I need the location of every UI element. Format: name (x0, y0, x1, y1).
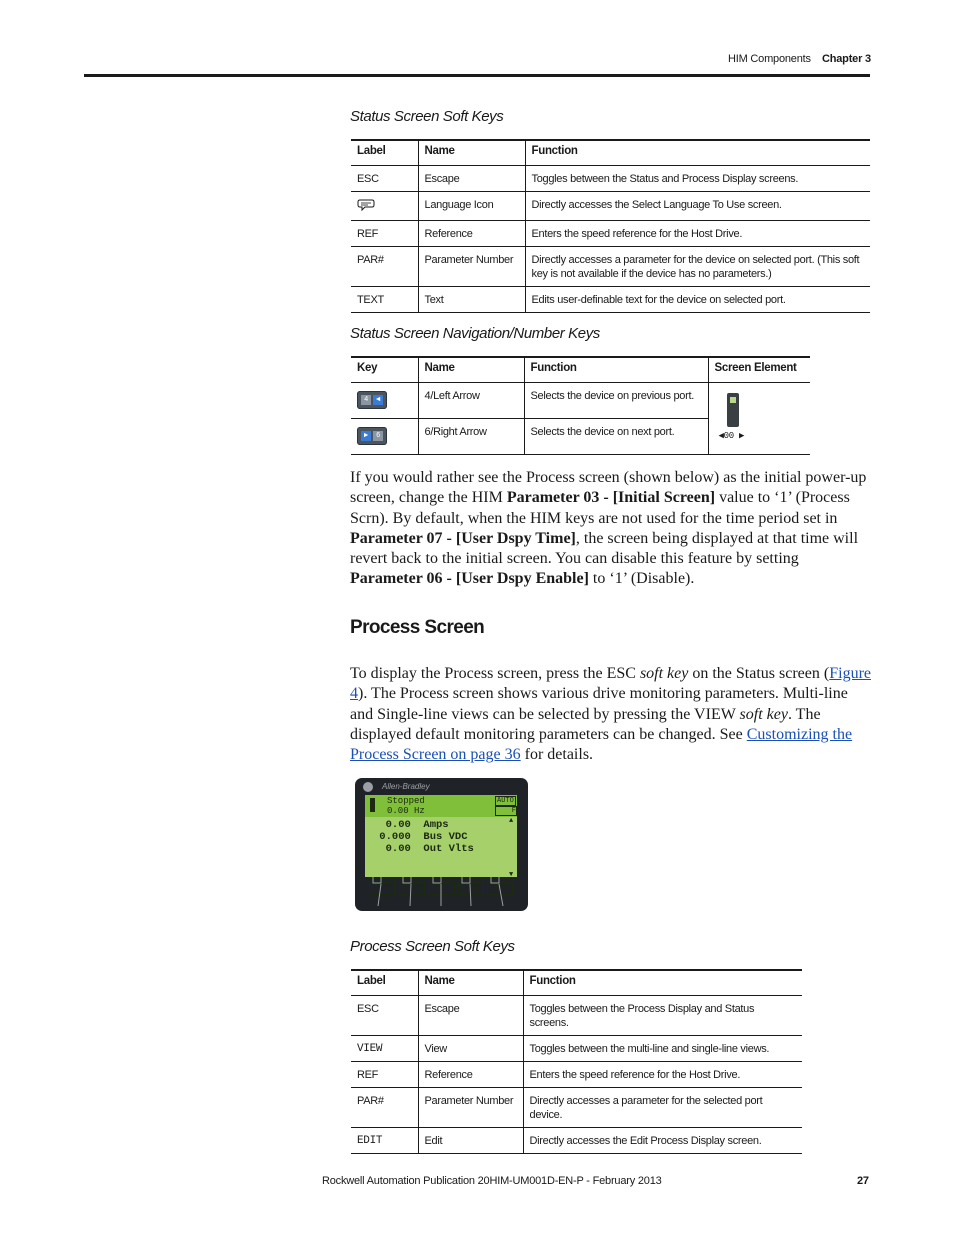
header-rule (84, 74, 870, 77)
process-screen-paragraph: To display the Process screen, press the ESC soft key on the Status screen (Figure 4). The Process screen shows various drive monitoring parameters. Multi-line and Single-line views can be selected by pressing the VIEW soft key. The displayed default monitoring parameters can be changed. See Customizing the Process Screen on page 36 for details. (350, 665, 871, 764)
right-arrow-key-icon: ► 6 (357, 427, 387, 445)
status-nav-keys-table (351, 356, 810, 455)
row-function: Directly accesses the Select Language To Use screen. (525, 192, 870, 221)
table-row (351, 166, 870, 192)
process-line: 0.000 Bus VDC (373, 831, 468, 843)
col-function: Function (523, 970, 802, 996)
table-row (351, 192, 870, 221)
scroll-up-icon: ▲ (509, 817, 514, 825)
brand-label: Allen-Bradley (382, 782, 430, 791)
triangle-left-icon: ◀ (718, 431, 724, 441)
scroll-down-icon: ▼ (509, 871, 514, 879)
lcd-softkey-ref[interactable]: REF (429, 882, 455, 895)
status-soft-keys-table (351, 139, 870, 313)
language-icon (357, 199, 377, 211)
row-name: 4/Left Arrow (418, 383, 524, 419)
frequency-text: 0.00 Hz (387, 806, 425, 816)
table-row (351, 383, 810, 419)
lcd-softkey-esc[interactable]: ESC (369, 882, 395, 895)
row-label: REF (351, 1062, 418, 1088)
status-text: Stopped (387, 796, 425, 806)
mode-indicator: AUTO (497, 797, 514, 805)
table-row (351, 247, 870, 287)
softkey-lines (355, 778, 528, 911)
row-function: Selects the device on previous port. (524, 383, 708, 419)
col-label: Label (351, 970, 418, 996)
lcd-softkey-par[interactable]: PAR# (458, 882, 484, 895)
row-function: Enters the speed reference for the Host Drive. (525, 221, 870, 247)
process-soft-keys-table (351, 969, 802, 1154)
customizing-process-screen-link[interactable]: Customizing the Process Screen on page 36 (350, 725, 853, 764)
col-name: Name (418, 140, 525, 166)
figure-4-link[interactable]: Figure 4 (350, 665, 871, 703)
table-row (351, 1088, 802, 1128)
row-function: Selects the device on next port. (524, 419, 708, 455)
table-caption-nav-keys: Status Screen Navigation/Number Keys (350, 325, 600, 342)
triangle-right-icon: ▶ (738, 431, 745, 441)
table-row (351, 996, 802, 1036)
initial-screen-paragraph: If you would rather see the Process screen (shown below) as the initial power-up screen, change the HIM Parameter 03 - [Initial Screen] value to ‘1’ (Process Scrn). By default, when the HIM keys are not used for the time period set in Parameter 07 - [User Dspy Time], the screen being displayed at that time will revert back to the initial screen. You can disable this feature by setting Parameter 06 - [User Dspy Enable] to ‘1’ (Disable). (350, 469, 867, 588)
row-function: Directly accesses a parameter for the device on selected port. (This soft key is not available if the device has no parameters.) (525, 247, 870, 287)
row-function: Directly accesses a parameter for the selected port device. (523, 1088, 802, 1128)
left-arrow-key-icon: 4 ◄ (357, 391, 387, 409)
header-chapter: Chapter 3 (822, 53, 871, 65)
table-caption-status-soft-keys: Status Screen Soft Keys (350, 108, 504, 125)
table-row (351, 221, 870, 247)
section-title-process-screen: Process Screen (350, 617, 485, 638)
page-number: 27 (857, 1175, 869, 1187)
table-caption-process-soft-keys: Process Screen Soft Keys (350, 938, 515, 955)
row-function: Toggles between the multi-line and single-line views. (523, 1036, 802, 1062)
lcd-softkey-edit[interactable]: EDIT (487, 882, 513, 895)
row-label: VIEW (351, 1036, 418, 1062)
row-label (351, 192, 418, 221)
table-row (351, 1128, 802, 1154)
row-name: Edit (418, 1128, 523, 1154)
row-name: Parameter Number (418, 1088, 523, 1128)
row-function: Edits user-definable text for the device on selected port. (525, 287, 870, 313)
row-label: EDIT (351, 1128, 418, 1154)
row-function: Enters the speed reference for the Host Drive. (523, 1062, 802, 1088)
screen-element (708, 383, 810, 455)
col-function: Function (525, 140, 870, 166)
lcd-softkey-view[interactable]: VIEW (399, 882, 425, 895)
row-function: Toggles between the Process Display and Status screens. (523, 996, 802, 1036)
row-name: Parameter Number (418, 247, 525, 287)
table-row (351, 1062, 802, 1088)
table-row (351, 287, 870, 313)
row-function: Directly accesses the Edit Process Display screen. (523, 1128, 802, 1154)
row-label: REF (351, 221, 418, 247)
table-row (351, 1036, 802, 1062)
process-line: 0.00 Amps (373, 819, 449, 831)
row-name: Language Icon (418, 192, 525, 221)
him-process-screen-image (355, 778, 528, 911)
col-key: Key (351, 357, 418, 383)
col-label: Label (351, 140, 418, 166)
row-name: Escape (418, 996, 523, 1036)
row-name: 6/Right Arrow (418, 419, 524, 455)
device-icon (727, 393, 739, 427)
row-label: PAR# (351, 1088, 418, 1128)
col-name: Name (418, 970, 523, 996)
col-screen-element: Screen Element (708, 357, 810, 383)
row-name: Reference (418, 1062, 523, 1088)
row-name: Text (418, 287, 525, 313)
row-name: View (418, 1036, 523, 1062)
row-label: TEXT (351, 287, 418, 313)
process-line: 0.00 Out Vlts (373, 843, 474, 855)
row-label: ESC (351, 996, 418, 1036)
row-label: PAR# (351, 247, 418, 287)
port-number: 00 (723, 431, 734, 441)
row-name: Reference (418, 221, 525, 247)
footer-publication: Rockwell Automation Publication 20HIM-UM001D-EN-P - February 2013 (322, 1175, 662, 1187)
col-name: Name (418, 357, 524, 383)
direction-indicator: F (495, 806, 517, 816)
row-label: ESC (351, 166, 418, 192)
col-function: Function (524, 357, 708, 383)
row-name: Escape (418, 166, 525, 192)
header-section: HIM Components (728, 53, 811, 65)
row-function: Toggles between the Status and Process Display screens. (525, 166, 870, 192)
